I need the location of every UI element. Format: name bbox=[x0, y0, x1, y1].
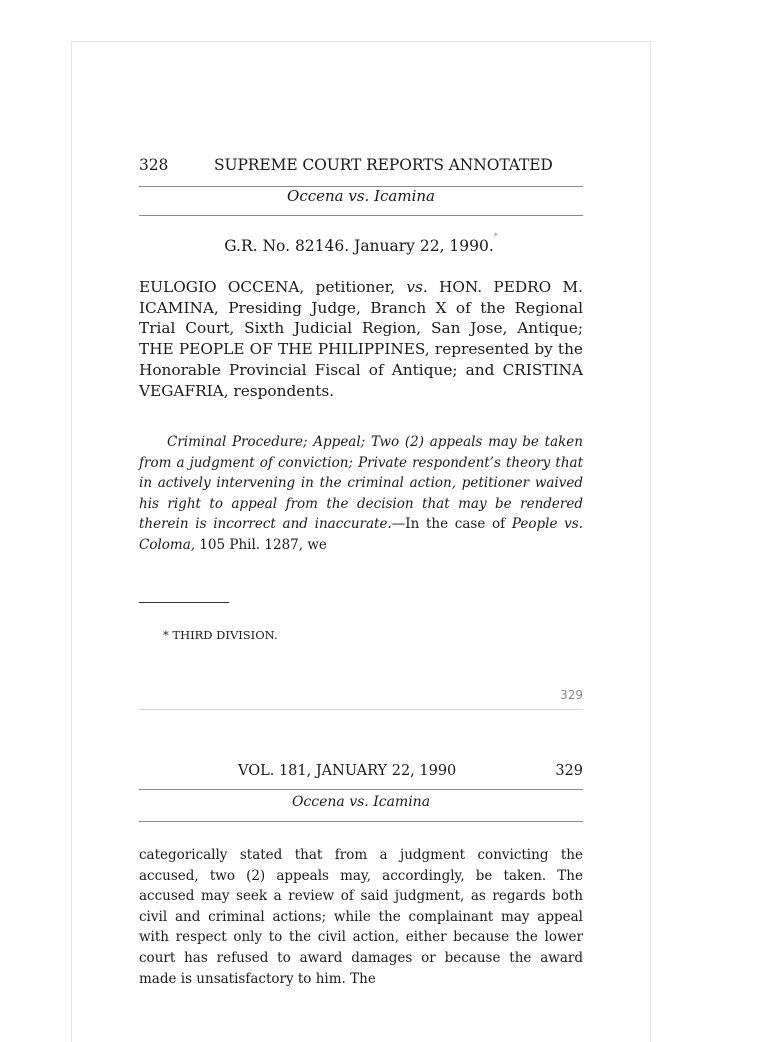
opinion-body: categorically stated that from a judgment convicting the accused, two (2) appeals may, accordingly, be taken. The accused may seek a review of said judgment, as regards both civil and criminal actions; while the complainant may appeal with respect only to the civil action, either because the lower court has refused to award damages or because the award made is unsatisfactory to him. The bbox=[139, 847, 583, 987]
page-break-number: 329 bbox=[560, 688, 583, 702]
case-number-text: G.R. No. 82146. January 22, 1990. bbox=[224, 237, 494, 255]
syllabus-headnote: Criminal Procedure; Appeal; Two (2) appeals may be taken from a judgment of conviction; Private respondent’s theory that in actively intervening in the criminal action, petitioner waived his right to appeal from the decision that may be rendered therein is incorrect and inaccurate. bbox=[139, 434, 583, 532]
page-number-2: 329 bbox=[555, 763, 583, 779]
caption-rule bbox=[139, 215, 583, 216]
versus: vs. bbox=[406, 278, 428, 296]
parties-block bbox=[139, 277, 583, 401]
syllabus-rest: 105 Phil. 1287, we bbox=[195, 536, 327, 553]
case-caption-2: Occena vs. Icamina bbox=[291, 794, 431, 810]
footnote: * THIRD DIVISION. bbox=[163, 628, 278, 642]
case-caption: Occena vs. Icamina bbox=[287, 187, 435, 205]
case-number bbox=[139, 232, 583, 255]
footnote-separator-wrap bbox=[139, 602, 583, 603]
caption-rule-2 bbox=[139, 821, 583, 822]
footnote-rule bbox=[139, 602, 229, 603]
running-header bbox=[139, 156, 583, 174]
volume-title: VOL. 181, JANUARY 22, 1990 bbox=[238, 763, 457, 779]
syllabus-dash: —In the case of bbox=[391, 516, 512, 532]
respondents: HON. PEDRO M. ICAMINA, Presiding Judge, Branch X of the Regional Trial Court, Sixth Judicial Region, San Jose, Antique; THE PEOPLE OF THE PHILIPPINES, represented by the Honorable Provincial Fiscal of Antique; and CRISTINA VEGAFRIA, respondents. bbox=[139, 278, 583, 400]
petitioner: EULOGIO OCCENA, petitioner, bbox=[139, 278, 407, 296]
document-page bbox=[71, 41, 651, 1042]
footnote-marker[interactable]: * bbox=[493, 232, 498, 241]
cited-case: People vs. Coloma, bbox=[139, 516, 583, 553]
header-rule-2 bbox=[139, 789, 583, 790]
running-header-2 bbox=[139, 763, 583, 779]
syllabus-paragraph bbox=[139, 432, 583, 555]
reporter-title: SUPREME COURT REPORTS ANNOTATED bbox=[214, 156, 553, 174]
page-break-rule bbox=[139, 709, 583, 710]
page-number: 328 bbox=[139, 156, 169, 174]
